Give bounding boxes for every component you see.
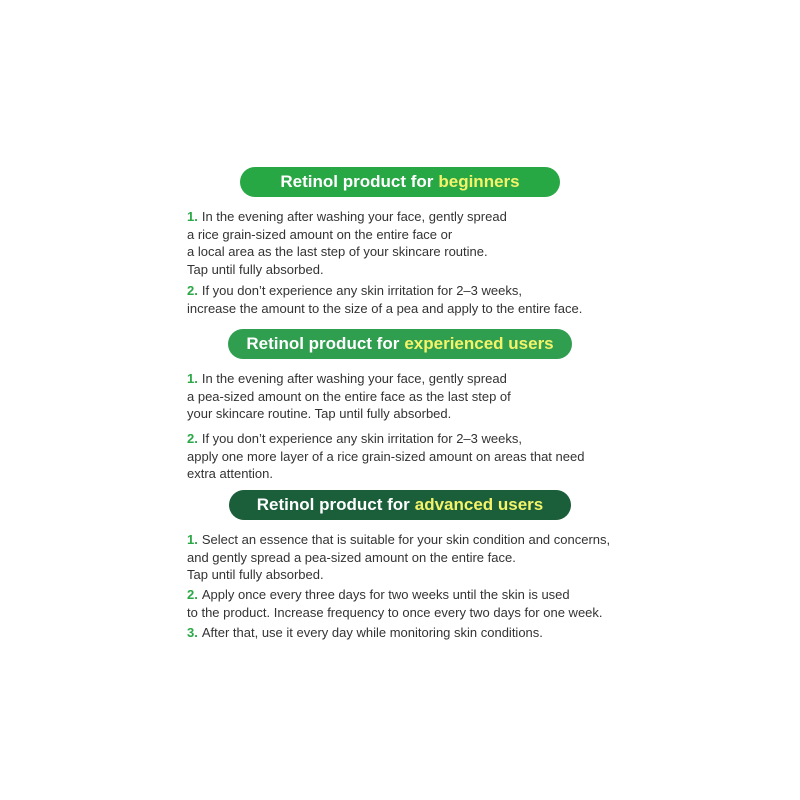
step-text-line: If you don’t experience any skin irritation for 2–3 weeks, bbox=[201, 431, 522, 446]
step-text-line: a pea-sized amount on the entire face as the last step of bbox=[187, 388, 511, 404]
step-number: 1. bbox=[187, 371, 198, 386]
step-text-line: Apply once every three days for two weeks until the skin is used bbox=[201, 587, 570, 602]
step-text-line: If you don’t experience any skin irritation for 2–3 weeks, bbox=[201, 283, 522, 298]
section-title-prefix: Retinol product for bbox=[246, 334, 400, 353]
advanced-step-1 bbox=[187, 531, 610, 584]
section-title-highlight: advanced users bbox=[414, 495, 544, 514]
step-number: 2. bbox=[187, 587, 198, 602]
step-text-line: In the evening after washing your face, gently spread bbox=[201, 209, 507, 224]
step-text-line: Select an essence that is suitable for your skin condition and concerns, bbox=[201, 532, 611, 547]
beginners-step-1 bbox=[187, 208, 507, 278]
step-text-line: Tap until fully absorbed. bbox=[187, 567, 324, 582]
step-number: 3. bbox=[187, 625, 198, 640]
advanced-step-2 bbox=[187, 586, 603, 621]
experienced-step-2 bbox=[187, 430, 584, 483]
section-title-prefix: Retinol product for bbox=[280, 172, 434, 191]
advanced-step-3 bbox=[187, 624, 543, 642]
step-text-line: apply one more layer of a rice grain-sized amount on areas that need bbox=[187, 448, 585, 464]
section-title-prefix: Retinol product for bbox=[256, 495, 410, 514]
section-title-experienced bbox=[228, 329, 572, 359]
step-text-line: extra attention. bbox=[187, 466, 273, 481]
section-title-highlight: experienced users bbox=[404, 334, 554, 353]
step-number: 2. bbox=[187, 283, 198, 298]
experienced-step-1 bbox=[187, 370, 511, 423]
step-text-line: Tap until fully absorbed. bbox=[187, 261, 324, 277]
step-text-line: a rice grain-sized amount on the entire face or bbox=[187, 226, 453, 242]
step-text-line: a local area as the last step of your skincare routine. bbox=[187, 244, 488, 259]
step-text-line: and gently spread a pea-sized amount on the entire face. bbox=[187, 549, 516, 565]
section-title-advanced bbox=[229, 490, 571, 520]
step-number: 2. bbox=[187, 431, 198, 446]
section-title-beginners bbox=[240, 167, 560, 197]
step-text-line: increase the amount to the size of a pea and apply to the entire face. bbox=[187, 300, 583, 316]
step-text-line: your skincare routine. Tap until fully absorbed. bbox=[187, 406, 452, 421]
step-text-line: In the evening after washing your face, gently spread bbox=[201, 371, 507, 386]
section-title-highlight: beginners bbox=[438, 172, 520, 191]
step-number: 1. bbox=[187, 532, 198, 547]
step-text-line: After that, use it every day while monitoring skin conditions. bbox=[201, 625, 543, 640]
step-number: 1. bbox=[187, 209, 198, 224]
step-text-line: to the product. Increase frequency to once every two days for one week. bbox=[187, 604, 603, 620]
beginners-step-2 bbox=[187, 282, 582, 317]
